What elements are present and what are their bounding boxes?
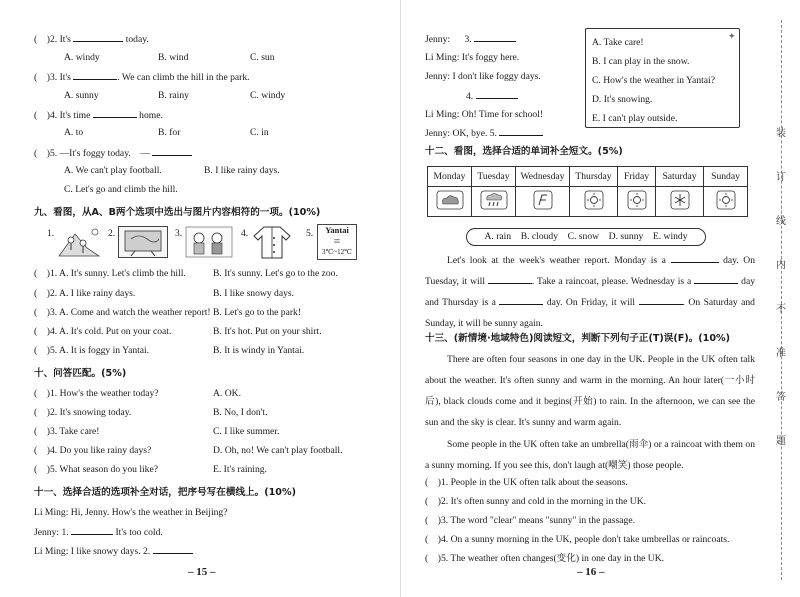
- option: B. I like rainy days.: [204, 165, 280, 176]
- dialog-line-jenny-5: Jenny: OK, bye. 5.: [425, 127, 543, 140]
- dialog-line-4: 4.: [466, 90, 518, 103]
- sun-icon: [570, 187, 618, 217]
- section-9-item-1: ( )1. A. It's sunny. Let's climb the hill.: [34, 268, 186, 279]
- match-answer-a: A. OK.: [213, 388, 241, 399]
- dialog-option-d: D. It's snowing.: [592, 94, 653, 105]
- option: B. rainy: [158, 90, 189, 101]
- weather-table: [427, 166, 748, 217]
- dialog-line-1: Li Ming: Hi, Jenny. How's the weather in Beijing?: [34, 507, 228, 518]
- option: A. sunny: [64, 90, 99, 101]
- section-12-heading: 十二、看图，选择合适的单词补全短文。(5%): [425, 146, 623, 157]
- day-cell: Tuesday: [472, 167, 516, 187]
- true-false-item-4: ( )4. On a sunny morning in the UK, people don't take umbrellas or raincoats.: [425, 534, 730, 545]
- match-question-4: ( )4. Do you like rainy days?: [34, 445, 152, 456]
- match-question-5: ( )5. What season do you like?: [34, 464, 158, 475]
- match-answer-b: B. No, I don't.: [213, 407, 268, 418]
- yantai-weather-card: [317, 224, 357, 260]
- wind-icon: [516, 187, 570, 217]
- uk-weather-paragraph-1: There are often four seasons in one day in the UK. People in the UK often talk about the weather. It's often sunny and warm in the morning. An hour later(一小时后), black clouds come and it begins(开始) to rain. In the afternoon, we can see the sun and the sky is clear. It's sunny and warm again.: [425, 354, 755, 428]
- snow-icon: [656, 187, 704, 217]
- question-2: ( )2. It's today.: [34, 34, 149, 45]
- answer-blank[interactable]: [93, 109, 137, 118]
- match-question-2: ( )2. It's snowing today.: [34, 407, 132, 418]
- answer-blank[interactable]: [488, 275, 532, 284]
- section-11-heading: 十一、选择合适的选项补全对话，把序号写在横线上。(10%): [34, 487, 296, 498]
- option: C. Let's go and climb the hill.: [64, 184, 178, 195]
- rain-icon: [472, 187, 516, 217]
- option: C. sun: [250, 52, 275, 63]
- match-question-3: ( )3. Take care!: [34, 426, 100, 437]
- day-cell: Saturday: [656, 167, 704, 187]
- picture-number: 5.: [306, 228, 314, 239]
- answer-blank[interactable]: [639, 296, 683, 305]
- picture-number: 3.: [175, 228, 183, 239]
- match-answer-d: D. Oh, no! We can't play football.: [213, 445, 343, 456]
- match-question-1: ( )1. How's the weather today?: [34, 388, 159, 399]
- answer-blank[interactable]: [499, 127, 543, 136]
- kids-climbing-picture: [57, 226, 101, 258]
- section-9-item-4: ( )4. A. It's cold. Put on your coat.: [34, 326, 172, 337]
- sun-icon: [704, 187, 748, 217]
- margin-char: 答: [776, 392, 786, 403]
- section-9-item-5-b: B. It is windy in Yantai.: [213, 345, 305, 356]
- picture-number: 1.: [47, 228, 55, 239]
- true-false-item-5: ( )5. The weather often changes(变化) in one day in the UK.: [425, 553, 665, 564]
- margin-char: 装: [776, 128, 786, 139]
- dialog-line-li-ming: Li Ming: It's foggy here.: [425, 52, 520, 63]
- day-cell: Monday: [428, 167, 472, 187]
- picture-number: 4.: [241, 228, 249, 239]
- true-false-item-1: ( )1. People in the UK often talk about the seasons.: [425, 477, 628, 488]
- page-divider: [400, 0, 401, 597]
- match-answer-e: E. It's raining.: [213, 464, 267, 475]
- section-9-item-1-b: B. It's sunny. Let's go to the zoo.: [213, 268, 338, 279]
- true-false-item-2: ( )2. It's often sunny and cold in the morning in the UK.: [425, 496, 647, 507]
- margin-char: 内: [776, 260, 786, 271]
- option: B. for: [158, 127, 181, 138]
- kids-snow-picture: [185, 226, 233, 258]
- answer-blank[interactable]: [499, 296, 543, 305]
- section-9-item-2-b: B. I like snowy days.: [213, 288, 295, 299]
- section-9-item-2: ( )2. A. I like rainy days.: [34, 288, 136, 299]
- option: A. to: [64, 127, 84, 138]
- match-answer-c: C. I like summer.: [213, 426, 280, 437]
- coat-picture: [252, 224, 292, 260]
- dialog-options-box: [585, 28, 740, 128]
- answer-blank[interactable]: [671, 254, 719, 263]
- dialog-line-jenny: Jenny: I don't like foggy days.: [425, 71, 541, 82]
- left-page: [0, 0, 398, 597]
- margin-char: 准: [776, 348, 786, 359]
- weather-icon-row: [428, 187, 748, 217]
- binding-line: [781, 20, 782, 580]
- answer-blank[interactable]: [476, 90, 518, 99]
- question-3: ( )3. It's . We can climb the hill in the park.: [34, 72, 250, 83]
- day-cell: Friday: [618, 167, 656, 187]
- answer-blank[interactable]: [474, 33, 516, 42]
- city-label: Yantai: [325, 225, 349, 235]
- section-9-item-3: ( )3. A. Come and watch the weather report!: [34, 307, 211, 318]
- dialog-line-2: Jenny: 1. It's too cold.: [34, 527, 163, 538]
- day-cell: Thursday: [570, 167, 618, 187]
- answer-blank[interactable]: [152, 147, 192, 156]
- cloud-icon: [428, 187, 472, 217]
- word-bank: A. rain B. cloudy C. snow D. sunny E. windy: [466, 228, 706, 246]
- answer-blank[interactable]: [71, 526, 113, 535]
- answer-blank[interactable]: [153, 545, 193, 554]
- option: C. windy: [250, 90, 286, 101]
- page-number: – 15 –: [188, 566, 216, 578]
- margin-char: 题: [776, 436, 786, 447]
- option: A. windy: [64, 52, 100, 63]
- answer-blank[interactable]: [73, 33, 123, 42]
- dialog-line-jenny-3: Jenny: 3.: [425, 33, 516, 46]
- weekday-row: [428, 167, 748, 187]
- section-10-heading: 十、问答匹配。(5%): [34, 368, 127, 379]
- day-cell: Wednesday: [516, 167, 570, 187]
- section-9-item-3-b: B. Let's go to the park!: [213, 307, 302, 318]
- page-number: – 16 –: [577, 566, 605, 578]
- true-false-item-3: ( )3. The word "clear" means "sunny" in the passage.: [425, 515, 635, 526]
- option: C. in: [250, 127, 269, 138]
- section-9-item-4-b: B. It's hot. Put on your shirt.: [213, 326, 322, 337]
- day-cell: Sunday: [704, 167, 748, 187]
- option: B. wind: [158, 52, 189, 63]
- sun-icon: ✦: [728, 31, 736, 41]
- dialog-option-c: C. How's the weather in Yantai?: [592, 75, 715, 86]
- section-9-heading: 九、看图，从A、B两个选项中选出与图片内容相符的一项。(10%): [34, 207, 321, 218]
- margin-char: 订: [776, 172, 786, 183]
- weather-passage: Let's look at the week's weather report. Monday is a day. On Tuesday, it will . Take a raincoat, please. Wednesday is a day and Thursday is a day. On Friday, it will . On Saturday and Sunday, it will be sunny again.: [425, 255, 755, 329]
- temperature-label: 3℃~12℃: [322, 248, 352, 256]
- question-4: ( )4. It's time home.: [34, 110, 163, 121]
- picture-number: 2.: [108, 228, 116, 239]
- answer-blank[interactable]: [73, 71, 117, 80]
- dialog-option-e: E. I can't play outside.: [592, 113, 678, 124]
- dialog-option-a: A. Take care!: [592, 37, 644, 48]
- fog-icon: ≡: [333, 234, 341, 248]
- sun-icon: [618, 187, 656, 217]
- dialog-line-3: Li Ming: I like snowy days. 2.: [34, 545, 193, 558]
- margin-char: 线: [776, 216, 786, 227]
- tv-weather-report-picture: [118, 226, 168, 258]
- answer-blank[interactable]: [694, 275, 738, 284]
- section-9-item-5: ( )5. A. It is foggy in Yantai.: [34, 345, 150, 356]
- binding-margin: [762, 0, 800, 597]
- dialog-option-b: B. I can play in the snow.: [592, 56, 690, 67]
- uk-weather-paragraph-2: Some people in the UK often take an umbrella(雨伞) or a raincoat with them on a sunny morning. If you see this, don't laugh at(嘲笑) those people.: [425, 439, 755, 471]
- option: A. We can't play football.: [64, 165, 162, 176]
- question-5: ( )5. —It's foggy today. —: [34, 147, 192, 160]
- margin-char: 不: [776, 304, 786, 315]
- section-13-heading: 十三、(新情境·地域特色)阅读短文，判断下列句子正(T)误(F)。(10%): [425, 333, 731, 344]
- dialog-line-li-ming-2: Li Ming: Oh! Time for school!: [425, 109, 544, 120]
